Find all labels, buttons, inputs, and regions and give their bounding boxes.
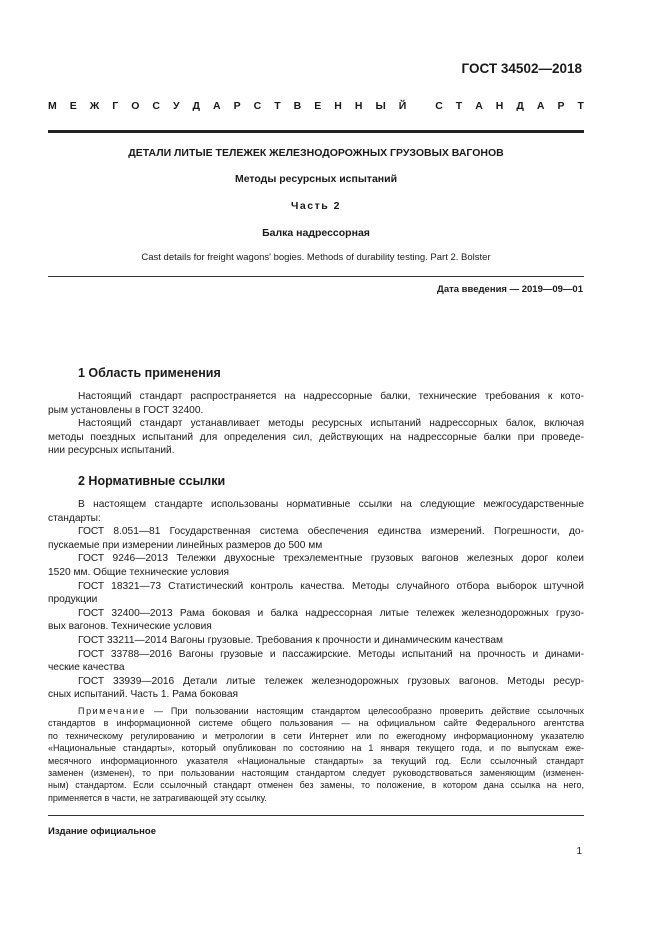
reference-line: ГОСТ 32400—2013 Рама боковая и балка надрессорная литые тележек железнодорожных грузо- [78,607,584,619]
text-line: нии ресурсных испытаний. [48,445,175,457]
text-line: рым установлены в ГОСТ 32400. [48,404,204,416]
reference-line: ГОСТ 33939—2016 Детали литые тележек железнодорожных грузовых вагонов. Методы ресур- [78,675,584,687]
heading-letter: Р [233,100,241,112]
heading-letter: Т [274,100,281,112]
heading-letter: Е [314,100,322,112]
reference-line: продукции [48,594,98,606]
footer-rule [48,815,584,816]
note-text: — При пользовании настоящим стандартом целесообразно проверить действие ссылочных [146,706,584,716]
text-line: Настоящий стандарт распространяется на надрессорные балки, технические требования к кото- [78,391,584,402]
english-title: Cast details for freight wagons' bogies. Methods of durability testing. Part 2. Bolster [141,252,491,263]
heading-letter [419,100,422,112]
note-line: ным) стандартом. Если ссылочный стандарт отменен без замены, то положение, в котором дана ссылка на него, [48,780,584,791]
reference-line: ГОСТ 9246—2013 Тележки двухосные трехэлементные грузовых вагонов железных дорог колеи [78,553,584,565]
text-line: Настоящий стандарт устанавливает методы ресурсных испытаний надрессорных балок, включая [78,418,584,430]
heading-letter: Н [495,100,504,112]
heading-letter: Й [398,100,407,112]
heading-letter: Н [334,100,342,112]
title-rule [48,276,584,277]
heading-letter: В [293,100,302,112]
section-2-body [48,498,584,702]
document-part: Часть 2 [291,200,341,212]
section-2-heading: 2 Нормативные ссылки [78,474,226,488]
heading-letter: Д [516,100,524,112]
heading-letter: Р [557,100,565,112]
note-line: по техническому регулированию и метрологии в сети Интернет или по ежегодному информационному указателю [48,730,584,741]
note-line: стандартов в информационной системе общего пользования — на официальном сайте Федерального агентства [48,718,584,729]
official-edition-label: Издание официальное [48,826,156,837]
heading-letter: Т [577,100,584,112]
text-line: В настоящем стандарте использованы нормативные ссылки на следующие межгосударственные [78,499,584,510]
heading-letter: Е [69,100,77,112]
reference-line: 1520 мм. Общие технические условия [48,566,230,578]
heading-letter: Н [354,100,363,112]
heading-letter: А [475,100,483,112]
heading-letter: Ж [89,100,100,112]
reference-line: ГОСТ 18321—73 Статистический контроль качества. Методы случайного отбора выборок штучной [78,580,584,592]
note-line: применяется в части, не затрагивающей эту ссылку. [48,792,267,803]
note-line: «Национальные стандарты», который опубликован по состоянию на 1 января текущего года, и по выпускам еже- [48,743,584,754]
reference-line: ческие качества [48,662,125,674]
section-1-heading: 1 Область применения [78,366,221,380]
heading-letter: С [253,100,262,112]
document-subtitle: Методы ресурсных испытаний [234,173,398,185]
page-number: 1 [576,846,582,857]
heading-letter: С [152,100,160,112]
heading-letter: Д [192,100,201,112]
reference-line: вых вагонов. Технические условия [48,621,212,633]
text-line: методы поездных испытаний для определения сил, действующих на надрессорные балки при проведе- [48,431,584,443]
note-first-line [48,705,584,717]
reference-line: ГОСТ 8.051—81 Государственная система обеспечения единства измерений. Погрешности, до- [78,526,584,538]
gost-code: ГОСТ 34502—2018 [461,61,582,76]
heading-letter: О [131,100,140,112]
heading-letter: Ы [375,100,386,112]
text-line: стандарты: [48,512,101,524]
reference-line: пускаемые при измерении линейных размеров до 500 мм [48,539,323,551]
interstate-standard-heading [48,100,584,112]
note-label: Примечание [78,706,147,716]
heading-letter: А [536,100,545,112]
reference-line: ГОСТ 33788—2016 Вагоны грузовые и пассажирские. Методы испытаний на прочность и динами- [78,648,584,660]
heading-letter: М [48,100,57,112]
introduction-date: Дата введения — 2019—09—01 [437,284,583,295]
heading-letter: С [435,100,443,112]
heading-letter: Г [112,100,119,112]
heading-letter: Т [455,100,463,112]
header-rule [48,130,584,133]
note-line: месячного информационного указателя «Национальные стандарты» за текущий год. Если ссылочный стандарт [48,755,584,766]
heading-letter: У [172,100,180,112]
document-title: ДЕТАЛИ ЛИТЫЕ ТЕЛЕЖЕК ЖЕЛЕЗНОДОРОЖНЫХ ГРУЗОВЫХ ВАГОНОВ [128,147,504,159]
note-line: заменен (изменен), то при пользовании настоящим стандартом следует руководствоваться заменяющим (изменен- [48,768,584,779]
heading-letter: А [213,100,221,112]
document-part-name: Балка надрессорная [262,227,370,239]
reference-line: сных испытаний. Часть 1. Рама боковая [48,689,238,701]
note-block [48,705,584,804]
section-1-body [48,390,584,458]
reference-line: ГОСТ 33211—2014 Вагоны грузовые. Требования к прочности и динамическим качествам [78,634,504,646]
